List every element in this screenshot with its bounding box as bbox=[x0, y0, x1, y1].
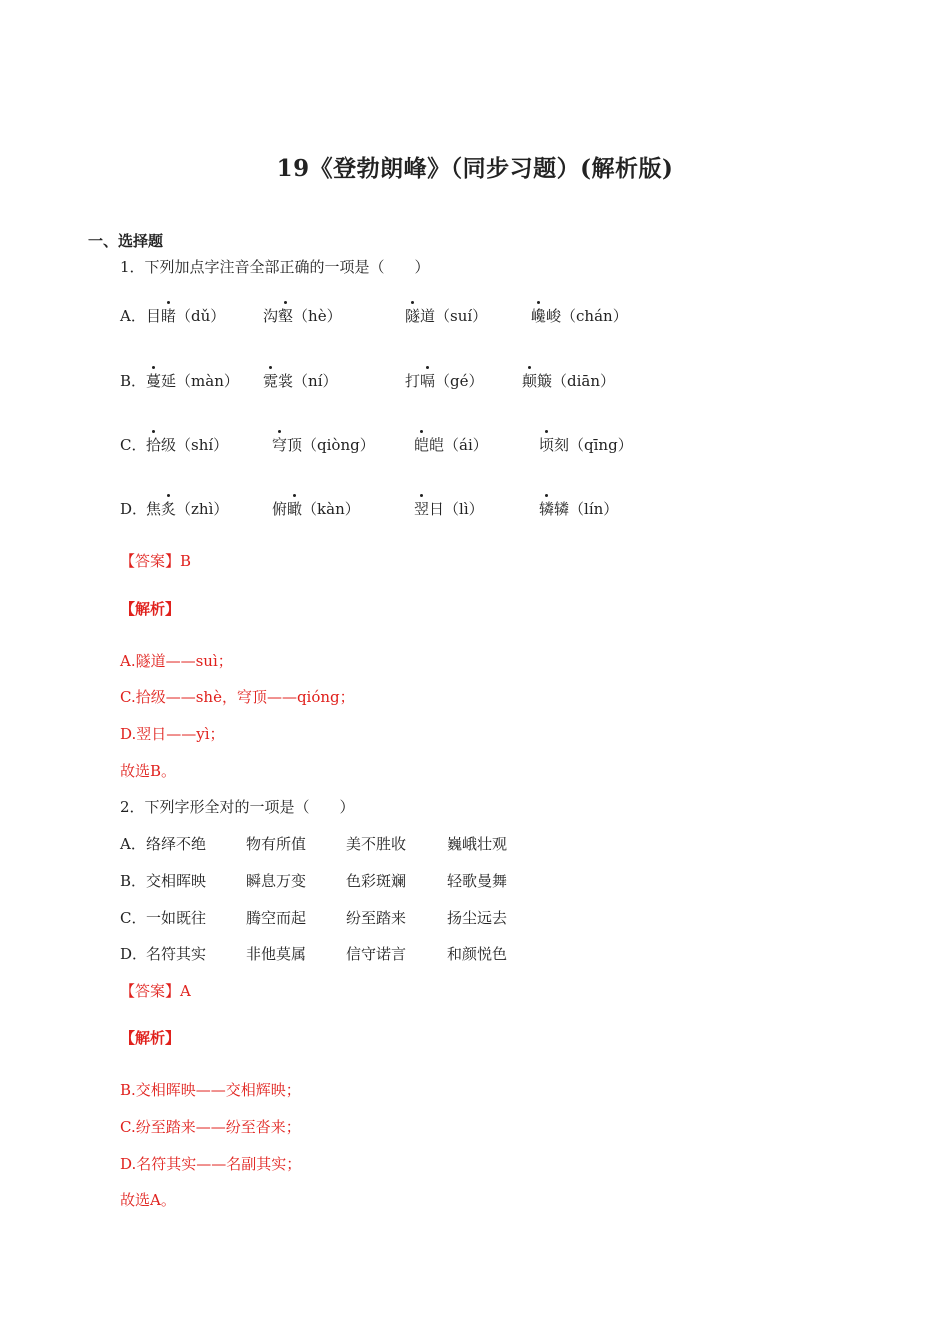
q2-option-b-item-4: 轻歌曼舞 bbox=[447, 872, 508, 890]
q2-option-c-item-1: 一如既往 bbox=[146, 909, 207, 927]
q1-option-a-item-2: 沟壑（hè） bbox=[263, 307, 342, 325]
question-2-prompt: 2．下列字形全对的一项是（ ） bbox=[120, 798, 355, 816]
q1-answer: 【答案】B bbox=[120, 552, 192, 570]
q2-option-a-item-1: 络绎不绝 bbox=[146, 835, 207, 853]
q2-option-d-item-3: 信守诺言 bbox=[346, 945, 407, 963]
q1-option-b-label: B． bbox=[120, 372, 147, 390]
q1-option-a-item-4: 巉峻（chán） bbox=[531, 307, 628, 325]
q1-option-d-label: D． bbox=[120, 500, 148, 518]
q1-analysis-line-3: D.翌日——yì； bbox=[120, 725, 225, 743]
q2-analysis-line-3: D.名符其实——名副其实； bbox=[120, 1155, 302, 1173]
q2-option-b-item-2: 瞬息万变 bbox=[246, 872, 307, 890]
q1-option-b-item-2: 霓裳（ní） bbox=[263, 372, 338, 390]
page-title: 19《登勃朗峰》（同步习题）(解析版) bbox=[276, 155, 674, 182]
q1-option-c-item-2: 穹顶（qiòng） bbox=[272, 436, 375, 454]
q1-option-c-label: C． bbox=[120, 436, 147, 454]
q2-option-b-item-1: 交相晖映 bbox=[146, 872, 207, 890]
q1-analysis-label: 【解析】 bbox=[120, 600, 181, 618]
q2-option-a-item-4: 巍峨壮观 bbox=[447, 835, 508, 853]
q2-option-a-item-2: 物有所值 bbox=[246, 835, 307, 853]
q2-analysis-line-4: 故选A。 bbox=[120, 1191, 176, 1209]
q1-option-a-item-1: 目睹（dǔ） bbox=[146, 307, 226, 325]
q1-option-d-item-3: 翌日（lì） bbox=[414, 500, 484, 518]
q2-option-d-label: D． bbox=[120, 945, 148, 963]
q2-option-b-label: B． bbox=[120, 872, 147, 890]
q2-analysis-label: 【解析】 bbox=[120, 1029, 181, 1047]
q1-option-c-item-3: 皑皑（ái） bbox=[414, 436, 488, 454]
q2-answer: 【答案】A bbox=[120, 982, 191, 1000]
q1-option-d-item-4: 辚辚（lín） bbox=[539, 500, 619, 518]
q1-option-c-item-1: 拾级（shí） bbox=[146, 436, 229, 454]
q1-option-d-item-1: 焦炙（zhì） bbox=[146, 500, 229, 518]
q1-option-a-item-3: 隧道（suí） bbox=[405, 307, 488, 325]
q1-option-c-item-4: 顷刻（qīng） bbox=[539, 436, 633, 454]
q1-option-b-item-3: 打嗝（gé） bbox=[405, 372, 484, 390]
q1-option-b-item-4: 颠簸（diān） bbox=[522, 372, 616, 390]
q1-option-b-item-1: 蔓延（màn） bbox=[146, 372, 239, 390]
q2-option-a-label: A． bbox=[120, 835, 146, 853]
q2-option-c-item-2: 腾空而起 bbox=[246, 909, 307, 927]
q2-option-c-item-3: 纷至踏来 bbox=[346, 909, 407, 927]
q2-option-d-item-1: 名符其实 bbox=[146, 945, 207, 963]
question-1-prompt: 1．下列加点字注音全部正确的一项是（ ） bbox=[120, 258, 430, 276]
q1-analysis-line-2: C.拾级——shè，穹顶——qióng； bbox=[120, 688, 355, 706]
section-heading: 一、选择题 bbox=[88, 232, 164, 250]
q2-analysis-line-2: C.纷至踏来——纷至沓来； bbox=[120, 1118, 301, 1136]
q2-option-c-label: C． bbox=[120, 909, 147, 927]
q2-option-b-item-3: 色彩斑斓 bbox=[346, 872, 407, 890]
q1-analysis-line-1: A.隧道——suì； bbox=[120, 652, 233, 670]
q2-option-a-item-3: 美不胜收 bbox=[346, 835, 407, 853]
q1-option-a-label: A． bbox=[120, 307, 146, 325]
q1-analysis-line-4: 故选B。 bbox=[120, 762, 177, 780]
q1-option-d-item-2: 俯瞰（kàn） bbox=[272, 500, 360, 518]
q2-option-d-item-2: 非他莫属 bbox=[246, 945, 307, 963]
q2-option-d-item-4: 和颜悦色 bbox=[447, 945, 508, 963]
q2-analysis-line-1: B.交相晖映——交相辉映； bbox=[120, 1081, 301, 1099]
q2-option-c-item-4: 扬尘远去 bbox=[447, 909, 508, 927]
